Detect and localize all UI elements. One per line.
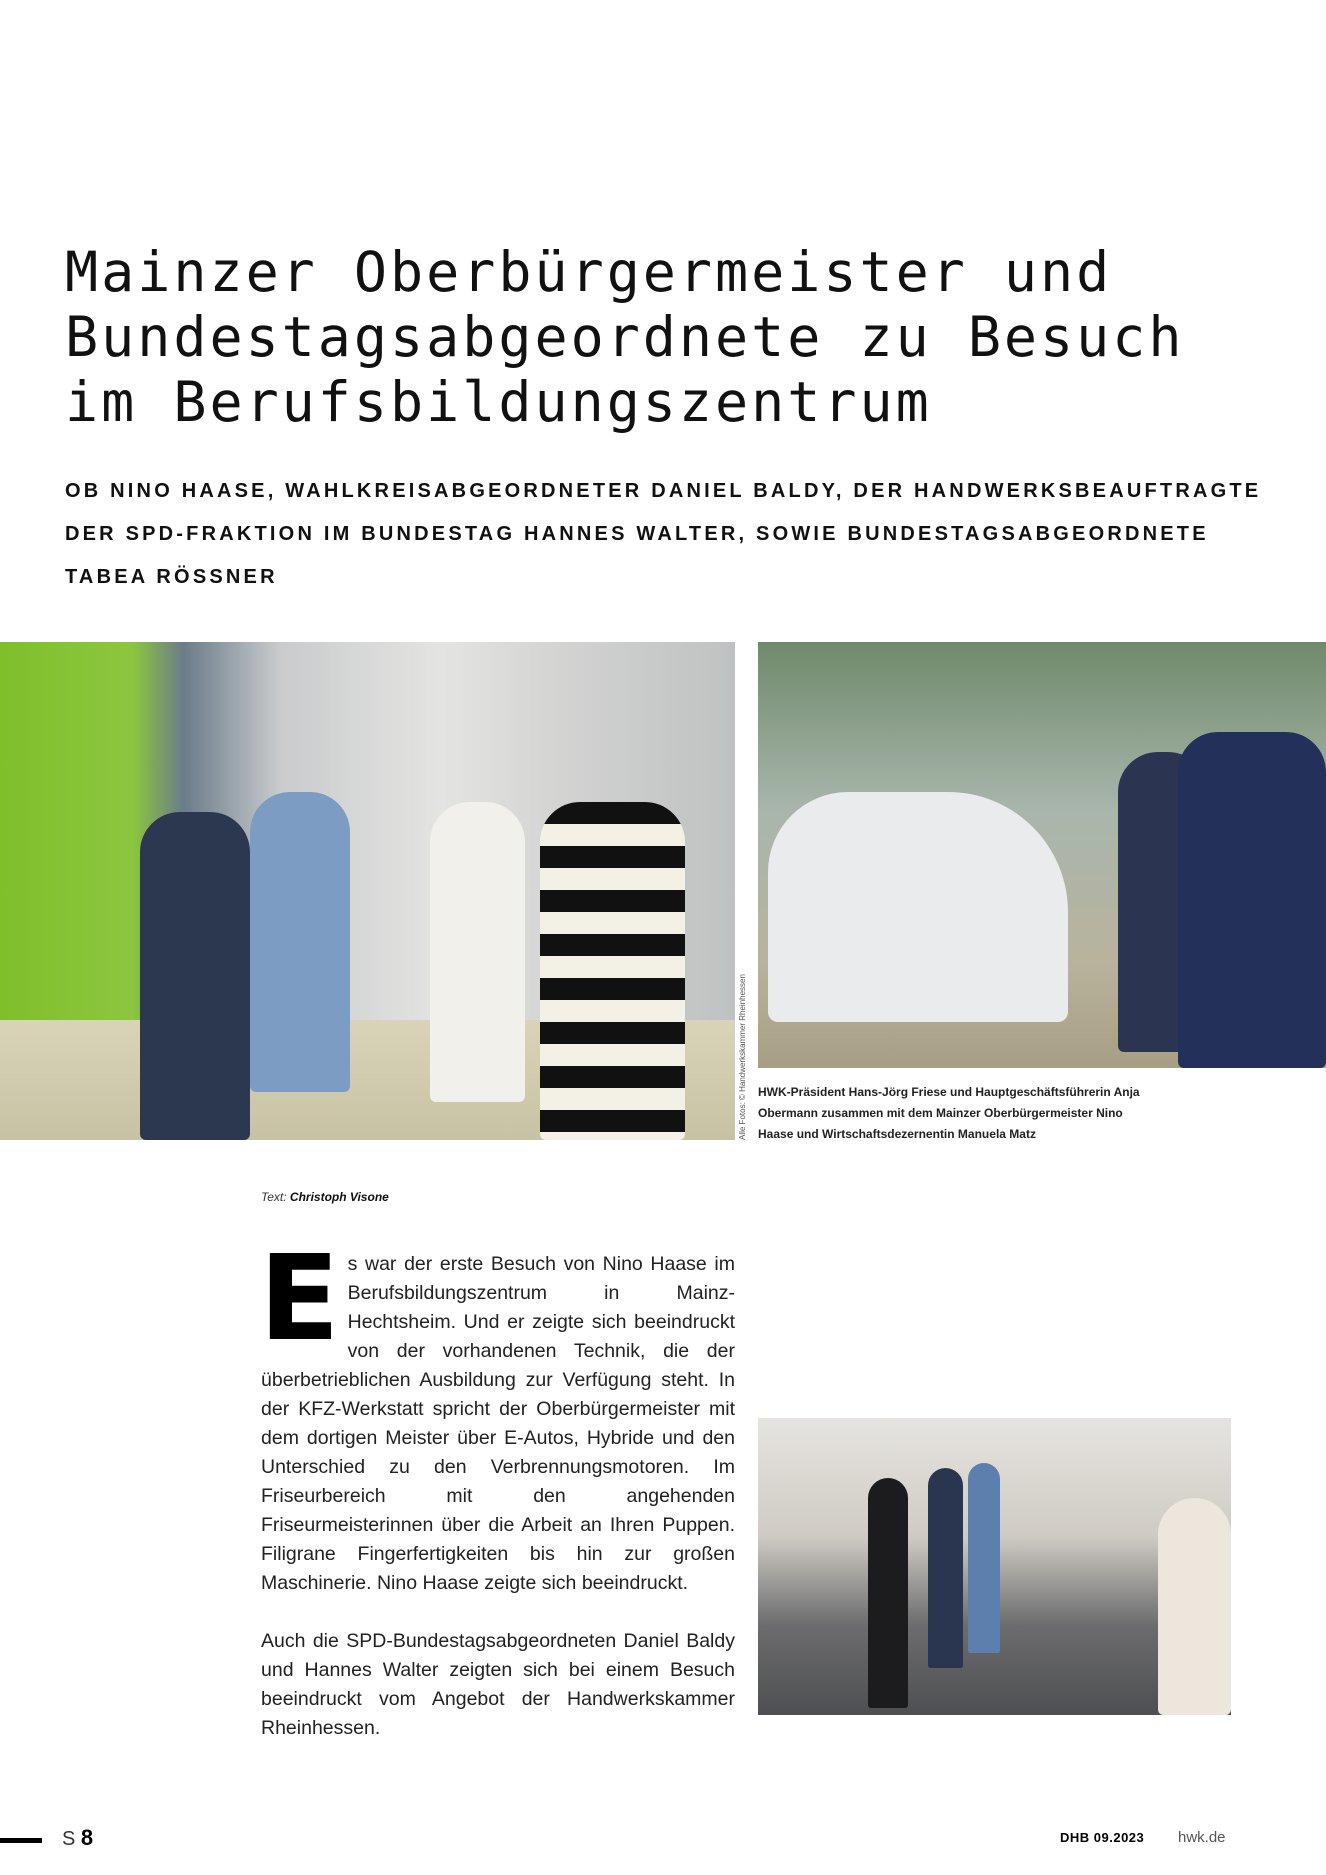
issue-label: DHB 09.2023 — [1060, 1830, 1145, 1845]
page-number — [62, 1825, 93, 1851]
article-subtitle: OB NINO HAASE, WAHLKREISABGEORDNETER DANIEL BALDY, DER HANDWERKSBEAUFTRAGTE DER SPD-FRAKTION IM BUNDESTAG HANNES WALTER, SOWIE BUNDESTAGSABGEORDNETE TABEA RÖSSNER — [65, 480, 1262, 588]
site-link[interactable]: hwk.de — [1178, 1829, 1226, 1846]
article-body — [259, 1229, 735, 1772]
photo-caption: HWK-Präsident Hans-Jörg Friese und Hauptgeschäftsführerin Anja Obermann zusammen mit dem Mainzer Oberbürgermeister Nino Haase und Wirtschaftsdezernentin Manuela Matz — [758, 1085, 1140, 1141]
author-name: Christoph Visone — [289, 1190, 389, 1204]
paragraph-text: s war der erste Besuch von Nino Haase im Berufsbildungszentrum in Mainz-Hechtsheim. Und er zeigte sich beeindruckt von der vorhandenen Technik, die der überbetrieblichen Ausbildung zur Verfügung steht. In der KFZ-Werkstatt spricht der Oberbürgermeister mit dem dortigen Meister über E-Autos, Hybride und den Unterschied zu den Verbrennungsmotoren. Im Friseurbereich mit den angehenden Friseurmeisterinnen über die Arbeit an Ihren Puppen. Filigrane Fingerfertigkeiten bis hin zur großen Maschinerie. Nino Haase zeigte sich beeindruckt. — [261, 1253, 735, 1594]
author-line — [261, 1190, 389, 1204]
paragraph — [259, 1229, 735, 1598]
paragraph: Auch die SPD-Bundestagsabgeordneten Daniel Baldy und Hannes Walter zeigten sich bei einem Besuch beeindruckt vom Angebot der Handwerkskammer Rheinhessen. — [261, 1630, 735, 1739]
page-number-value: 8 — [80, 1825, 94, 1850]
photo-hairdresser-room — [758, 1418, 1231, 1715]
photo-car-workshop — [758, 642, 1326, 1068]
author-label: Text: — [261, 1190, 287, 1204]
footer-rule — [0, 1838, 42, 1843]
photo-visit-machine-hall — [0, 642, 735, 1140]
photo-credit: Alle Fotos: © Handwerkskammer Rheinhessen — [738, 974, 747, 1140]
drop-cap: E — [259, 1229, 340, 1367]
page-prefix: S — [62, 1828, 76, 1850]
article-title: Mainzer Oberbürgermeister und Bundestagsabgeordnete zu Besuch im Berufsbildungszentrum — [65, 240, 1185, 434]
